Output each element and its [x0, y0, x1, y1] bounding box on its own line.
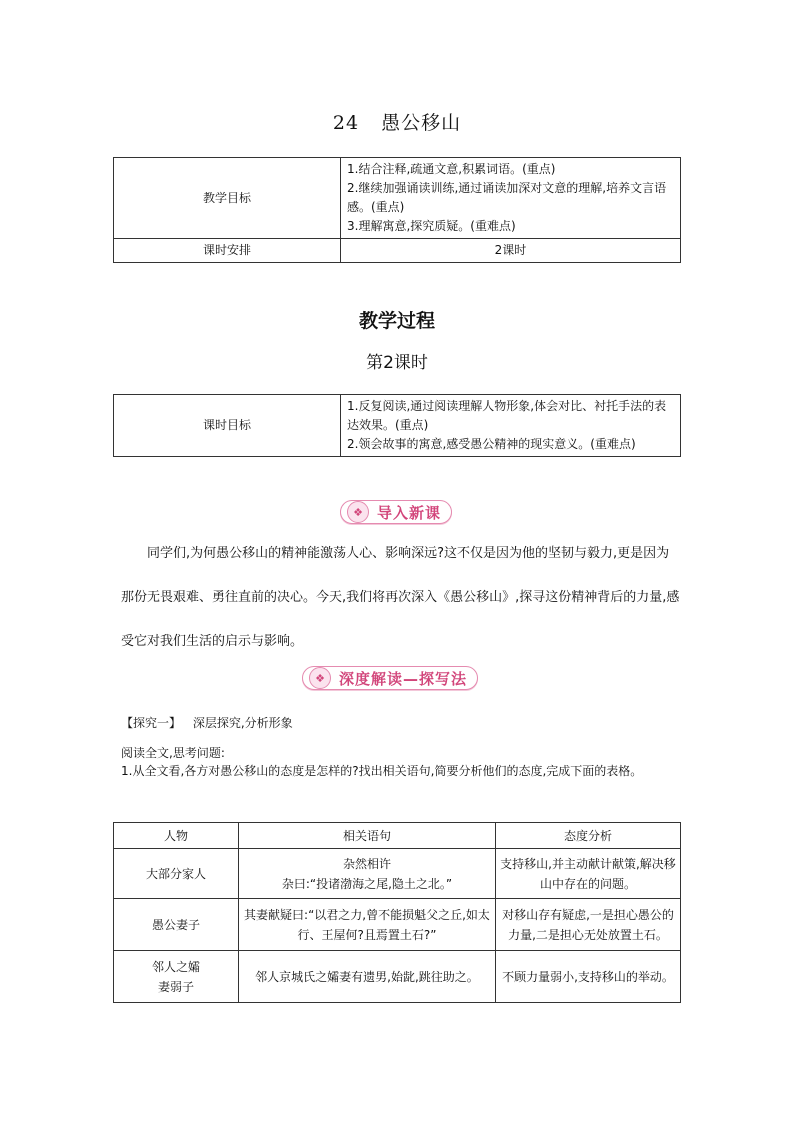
goal-item: 3.理解寓意,探究质疑。(重难点)	[347, 219, 516, 233]
header-analysis: 态度分析	[496, 823, 681, 849]
analysis-cell: 支持移山,并主动献计献策,解决移山中存在的问题。	[496, 849, 681, 899]
person-cell: 愚公妻子	[114, 899, 239, 951]
question-text: 1.从全文看,各方对愚公移山的态度是怎样的?找出相关语句,简要分析他们的态度,完成下面的表格。	[121, 764, 643, 778]
explore-label: 【探究一】	[121, 716, 182, 730]
schedule-label: 课时安排	[114, 239, 341, 263]
period-label: 课时目标	[114, 395, 341, 457]
header-person: 人物	[114, 823, 239, 849]
period-table	[113, 394, 681, 457]
schedule-value: 2课时	[341, 239, 681, 263]
question-intro: 阅读全文,思考问题:	[121, 746, 225, 760]
goal-label: 教学目标	[114, 158, 341, 239]
quote-cell	[239, 849, 496, 899]
person-line: 邻人之孀	[151, 959, 200, 974]
intro-paragraph: 同学们,为何愚公移山的精神能激荡人心、影响深远?这不仅是因为他的坚韧与毅力,更是因为那份无畏艰难、勇往直前的决心。今天,我们将再次深入《愚公移山》,探寻这份精神背后的力量,感受它对我们生活的启示与影响。	[121, 546, 680, 649]
section-badge-intro	[340, 500, 452, 524]
goal-list	[341, 158, 681, 239]
quote-line: 杂曰:“投诸渤海之尾,隐土之北。”	[281, 876, 453, 891]
period-goal-item: 2.领会故事的寓意,感受愚公精神的现实意义。(重难点)	[347, 437, 636, 451]
period-goal-list	[341, 395, 681, 457]
objectives-table	[113, 157, 681, 263]
book-icon: ❖	[309, 667, 331, 689]
lesson-number: 24	[332, 112, 360, 134]
table-row	[114, 899, 681, 951]
quote-line: 杂然相许	[342, 856, 391, 871]
attitude-table	[113, 822, 681, 1003]
process-title: 教学过程	[358, 310, 435, 332]
goal-item: 1.结合注释,疏通文意,积累词语。(重点)	[347, 162, 556, 176]
question-block	[121, 744, 681, 780]
analysis-cell: 对移山存有疑虑,一是担心愚公的力量,二是担心无处放置土石。	[496, 899, 681, 951]
lesson-name: 愚公移山	[381, 112, 462, 134]
book-icon: ❖	[347, 501, 369, 523]
goal-item: 2.继续加强诵读训练,通过诵读加深对文意的理解,培养文言语感。(重点)	[347, 181, 667, 214]
section-badge-deep-reading	[302, 666, 478, 690]
explore-heading	[121, 714, 293, 732]
quote-cell: 邻人京城氏之孀妻有遗男,始龀,跳往助之。	[239, 951, 496, 1003]
person-cell: 大部分家人	[114, 849, 239, 899]
table-row	[114, 849, 681, 899]
badge-label: 深度解读—探写法	[339, 669, 468, 688]
table-row	[114, 951, 681, 1003]
person-cell	[114, 951, 239, 1003]
period-title: 第2课时	[366, 353, 428, 373]
lesson-title	[0, 108, 794, 135]
analysis-cell: 不顾力量弱小,支持移山的举动。	[496, 951, 681, 1003]
badge-label: 导入新课	[377, 503, 442, 522]
header-quote: 相关语句	[239, 823, 496, 849]
explore-title: 深层探究,分析形象	[192, 716, 293, 730]
period-goal-item: 1.反复阅读,通过阅读理解人物形象,体会对比、衬托手法的表达效果。(重点)	[347, 399, 667, 432]
quote-cell: 其妻献疑曰:“以君之力,曾不能损魁父之丘,如太行、王屋何?且焉置土石?”	[239, 899, 496, 951]
person-line: 妻弱子	[157, 979, 194, 994]
